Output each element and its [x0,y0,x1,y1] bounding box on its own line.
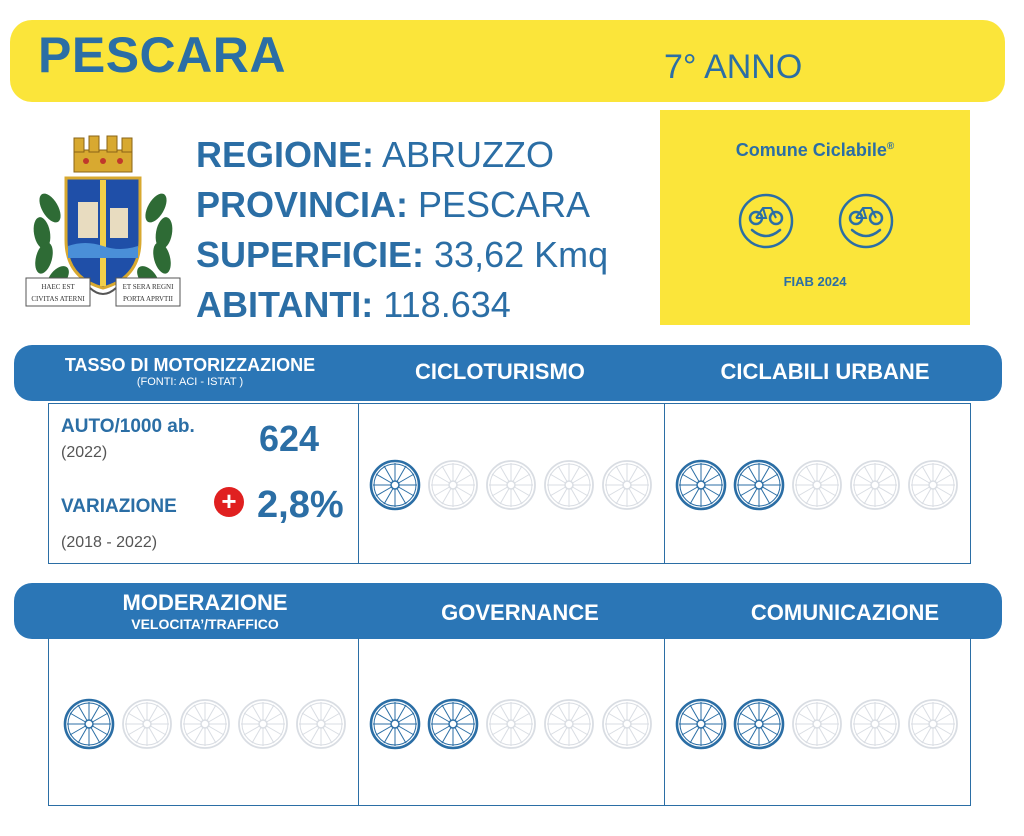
wheel-active-icon [733,698,785,750]
wheel-inactive-icon [179,698,231,750]
regione-value: ABRUZZO [374,134,555,175]
wheel-inactive-icon [485,698,537,750]
motto-text: HAEC EST [41,283,75,291]
wheel-inactive-icon [121,698,173,750]
moderazione-sub: VELOCITA’/TRAFFICO [131,616,279,632]
comunicazione-title: COMUNICAZIONE [750,600,940,625]
comunicazione-box [665,638,971,806]
rating-comunicazione [675,698,959,750]
wheel-active-icon [675,698,727,750]
wheel-inactive-icon [427,459,479,511]
wheel-inactive-icon [791,698,843,750]
city-name: PESCARA [38,27,286,83]
wheel-active-icon [733,459,785,511]
motto-text: ET SERA REGNI [122,283,174,291]
governance-title: GOVERNANCE [441,600,599,625]
smiley-bike-icon [837,192,895,250]
wheel-inactive-icon [485,459,537,511]
superficie-label: SUPERFICIE: [196,234,425,275]
wheel-inactive-icon [295,698,347,750]
cicloturismo-box [359,403,665,564]
provincia-label: PROVINCIA: [196,184,409,225]
smiley-bike-icon [737,192,795,250]
governance-box [359,638,665,806]
motto-text: PORTA APRVTII [123,295,173,303]
rating-governance [369,698,653,750]
wheel-active-icon [675,459,727,511]
moderazione-title: MODERAZIONE [122,590,288,615]
edition-label: 7° ANNO [664,48,803,86]
wheel-inactive-icon [849,459,901,511]
wheel-active-icon [427,698,479,750]
regione-label: REGIONE: [196,134,375,175]
comune-ciclabile-badge [660,110,970,325]
wheel-inactive-icon [907,459,959,511]
info-abitanti [196,284,511,326]
cicloturismo-title: CICLOTURISMO [415,359,585,384]
badge-footer: FIAB 2024 [783,274,847,289]
city-crest-icon [20,128,186,323]
variazione-label: VARIAZIONE [61,496,177,517]
wheel-inactive-icon [601,698,653,750]
abitanti-label: ABITANTI: [196,284,374,325]
motto-text: CIVITAS ATERNI [31,295,85,303]
wheel-inactive-icon [791,459,843,511]
plus-icon: + [214,487,244,517]
motorizzazione-title: TASSO DI MOTORIZZAZIONE [64,355,316,375]
variazione-years: (2018 - 2022) [61,534,158,551]
provincia-value: PESCARA [408,184,591,225]
rating-ciclabili-urbane [675,459,959,511]
auto-value: 624 [259,418,320,459]
info-superficie [196,234,608,276]
auto-label: AUTO/1000 ab. [61,416,195,437]
wheel-inactive-icon [237,698,289,750]
rating-cicloturismo [369,459,653,511]
badge-title: Comune Ciclabile® [735,140,895,160]
wheel-active-icon [369,698,421,750]
rating-moderazione [63,698,347,750]
auto-year: (2022) [61,444,108,461]
moderazione-box [48,638,359,806]
wheel-inactive-icon [907,698,959,750]
ciclabili-urbane-box [665,403,971,564]
abitanti-value: 118.634 [373,284,511,325]
wheel-inactive-icon [601,459,653,511]
wheel-active-icon [63,698,115,750]
wheel-active-icon [369,459,421,511]
motorizzazione-box [48,403,359,564]
ciclabili-urbane-title: CICLABILI URBANE [720,359,930,384]
wheel-inactive-icon [543,459,595,511]
info-provincia [196,184,590,226]
variazione-value: 2,8% [257,484,344,526]
wheel-inactive-icon [543,698,595,750]
motorizzazione-source: (FONTI: ACI - ISTAT ) [136,376,244,388]
wheel-inactive-icon [849,698,901,750]
superficie-value: 33,62 Kmq [424,234,609,275]
info-regione [196,134,554,176]
